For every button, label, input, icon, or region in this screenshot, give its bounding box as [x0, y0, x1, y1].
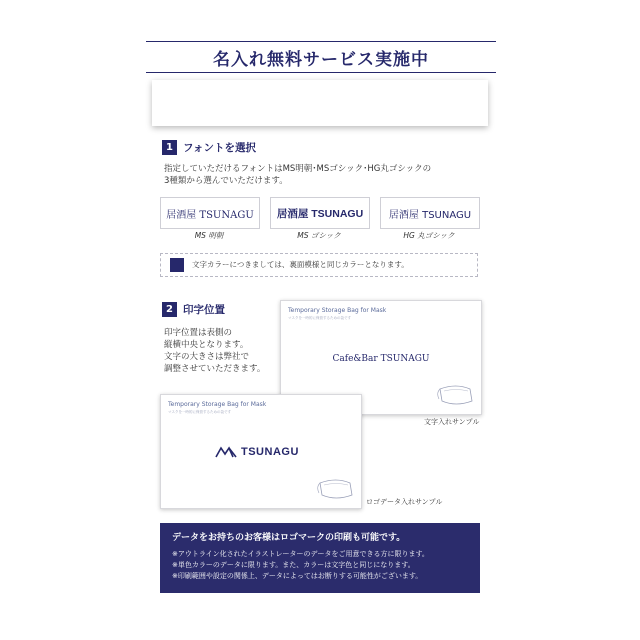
blank-preview-box [152, 80, 488, 126]
color-swatch-icon [170, 258, 184, 272]
font-option-ms-mincho[interactable] [160, 197, 260, 229]
section2-desc-line: 縦横中央となります。 [164, 340, 249, 350]
color-note-box [160, 253, 478, 277]
card-subheader: マスクを一時的に保管するための袋です [168, 410, 231, 414]
page-title [146, 41, 496, 73]
banner-note: ※アウトライン化されたイラストレーターのデータをご用意できる方に限ります。 [172, 550, 429, 558]
section2-number: 2 [162, 302, 177, 317]
section1-title: フォントを選択 [183, 142, 256, 154]
section2-heading [162, 302, 225, 317]
font-caption: HG 丸ゴシック [403, 231, 455, 240]
section1-description [164, 163, 431, 187]
logo-sample-card [160, 394, 362, 509]
logo-sample-caption: ロゴデータ入れサンプル [366, 498, 443, 506]
section2-desc-line: 調整させていただきます。 [164, 364, 266, 374]
section2-desc-line: 印字位置は表側の [164, 328, 233, 338]
section2-desc-line: 文字の大きさは弊社で [164, 352, 250, 362]
logo-sample [215, 446, 299, 458]
card-header: Temporary Storage Bag for Mask [288, 307, 387, 314]
logo-text: TSUNAGU [241, 446, 299, 458]
text-sample-caption: 文字入れサンプル [424, 418, 480, 426]
section1-number: 1 [162, 140, 177, 155]
mask-icon [316, 473, 356, 503]
print-text-sample: Cafe&Bar TSUNAGU [332, 354, 430, 364]
banner-note: ※単色カラーのデータに限ります。また、カラーは文字色と同じになります。 [172, 561, 415, 569]
color-note-text: 文字カラーにつきましては、裏面模様と同じカラーとなります。 [192, 260, 409, 269]
banner-heading: データをお持ちのお客様はロゴマークの印刷も可能です。 [172, 533, 406, 543]
section2-title: 印字位置 [183, 304, 225, 316]
banner-note: ※印刷範囲や設定の関係上、データによってはお断りする可能性がございます。 [172, 572, 423, 580]
card-header: Temporary Storage Bag for Mask [168, 401, 267, 408]
font-sample-text: 居酒屋 TSUNAGU [276, 207, 364, 220]
mask-icon [436, 379, 476, 409]
logo-print-banner [160, 523, 480, 593]
section1-desc-line: 指定していただけるフォントはMS明朝･MSゴシック･HG丸ゴシックの [164, 164, 432, 174]
font-caption: MS ゴシック [297, 231, 341, 240]
font-option-ms-gothic[interactable] [270, 197, 370, 229]
font-caption: MS 明朝 [194, 231, 224, 240]
section1-heading [162, 140, 256, 155]
card-subheader: マスクを一時的に保管するための袋です [288, 316, 351, 320]
font-option-hg-maru-gothic[interactable] [380, 197, 480, 229]
section2-description [164, 327, 265, 375]
font-sample-text: 居酒屋 TSUNAGU [388, 209, 472, 221]
logo-mark-icon [215, 446, 237, 458]
font-sample-text: 居酒屋 TSUNAGU [166, 209, 254, 221]
section1-desc-line: 3種類から選んでいただけます。 [164, 176, 288, 186]
page-title-text: 名入れ無料サービス実施中 [213, 49, 429, 70]
